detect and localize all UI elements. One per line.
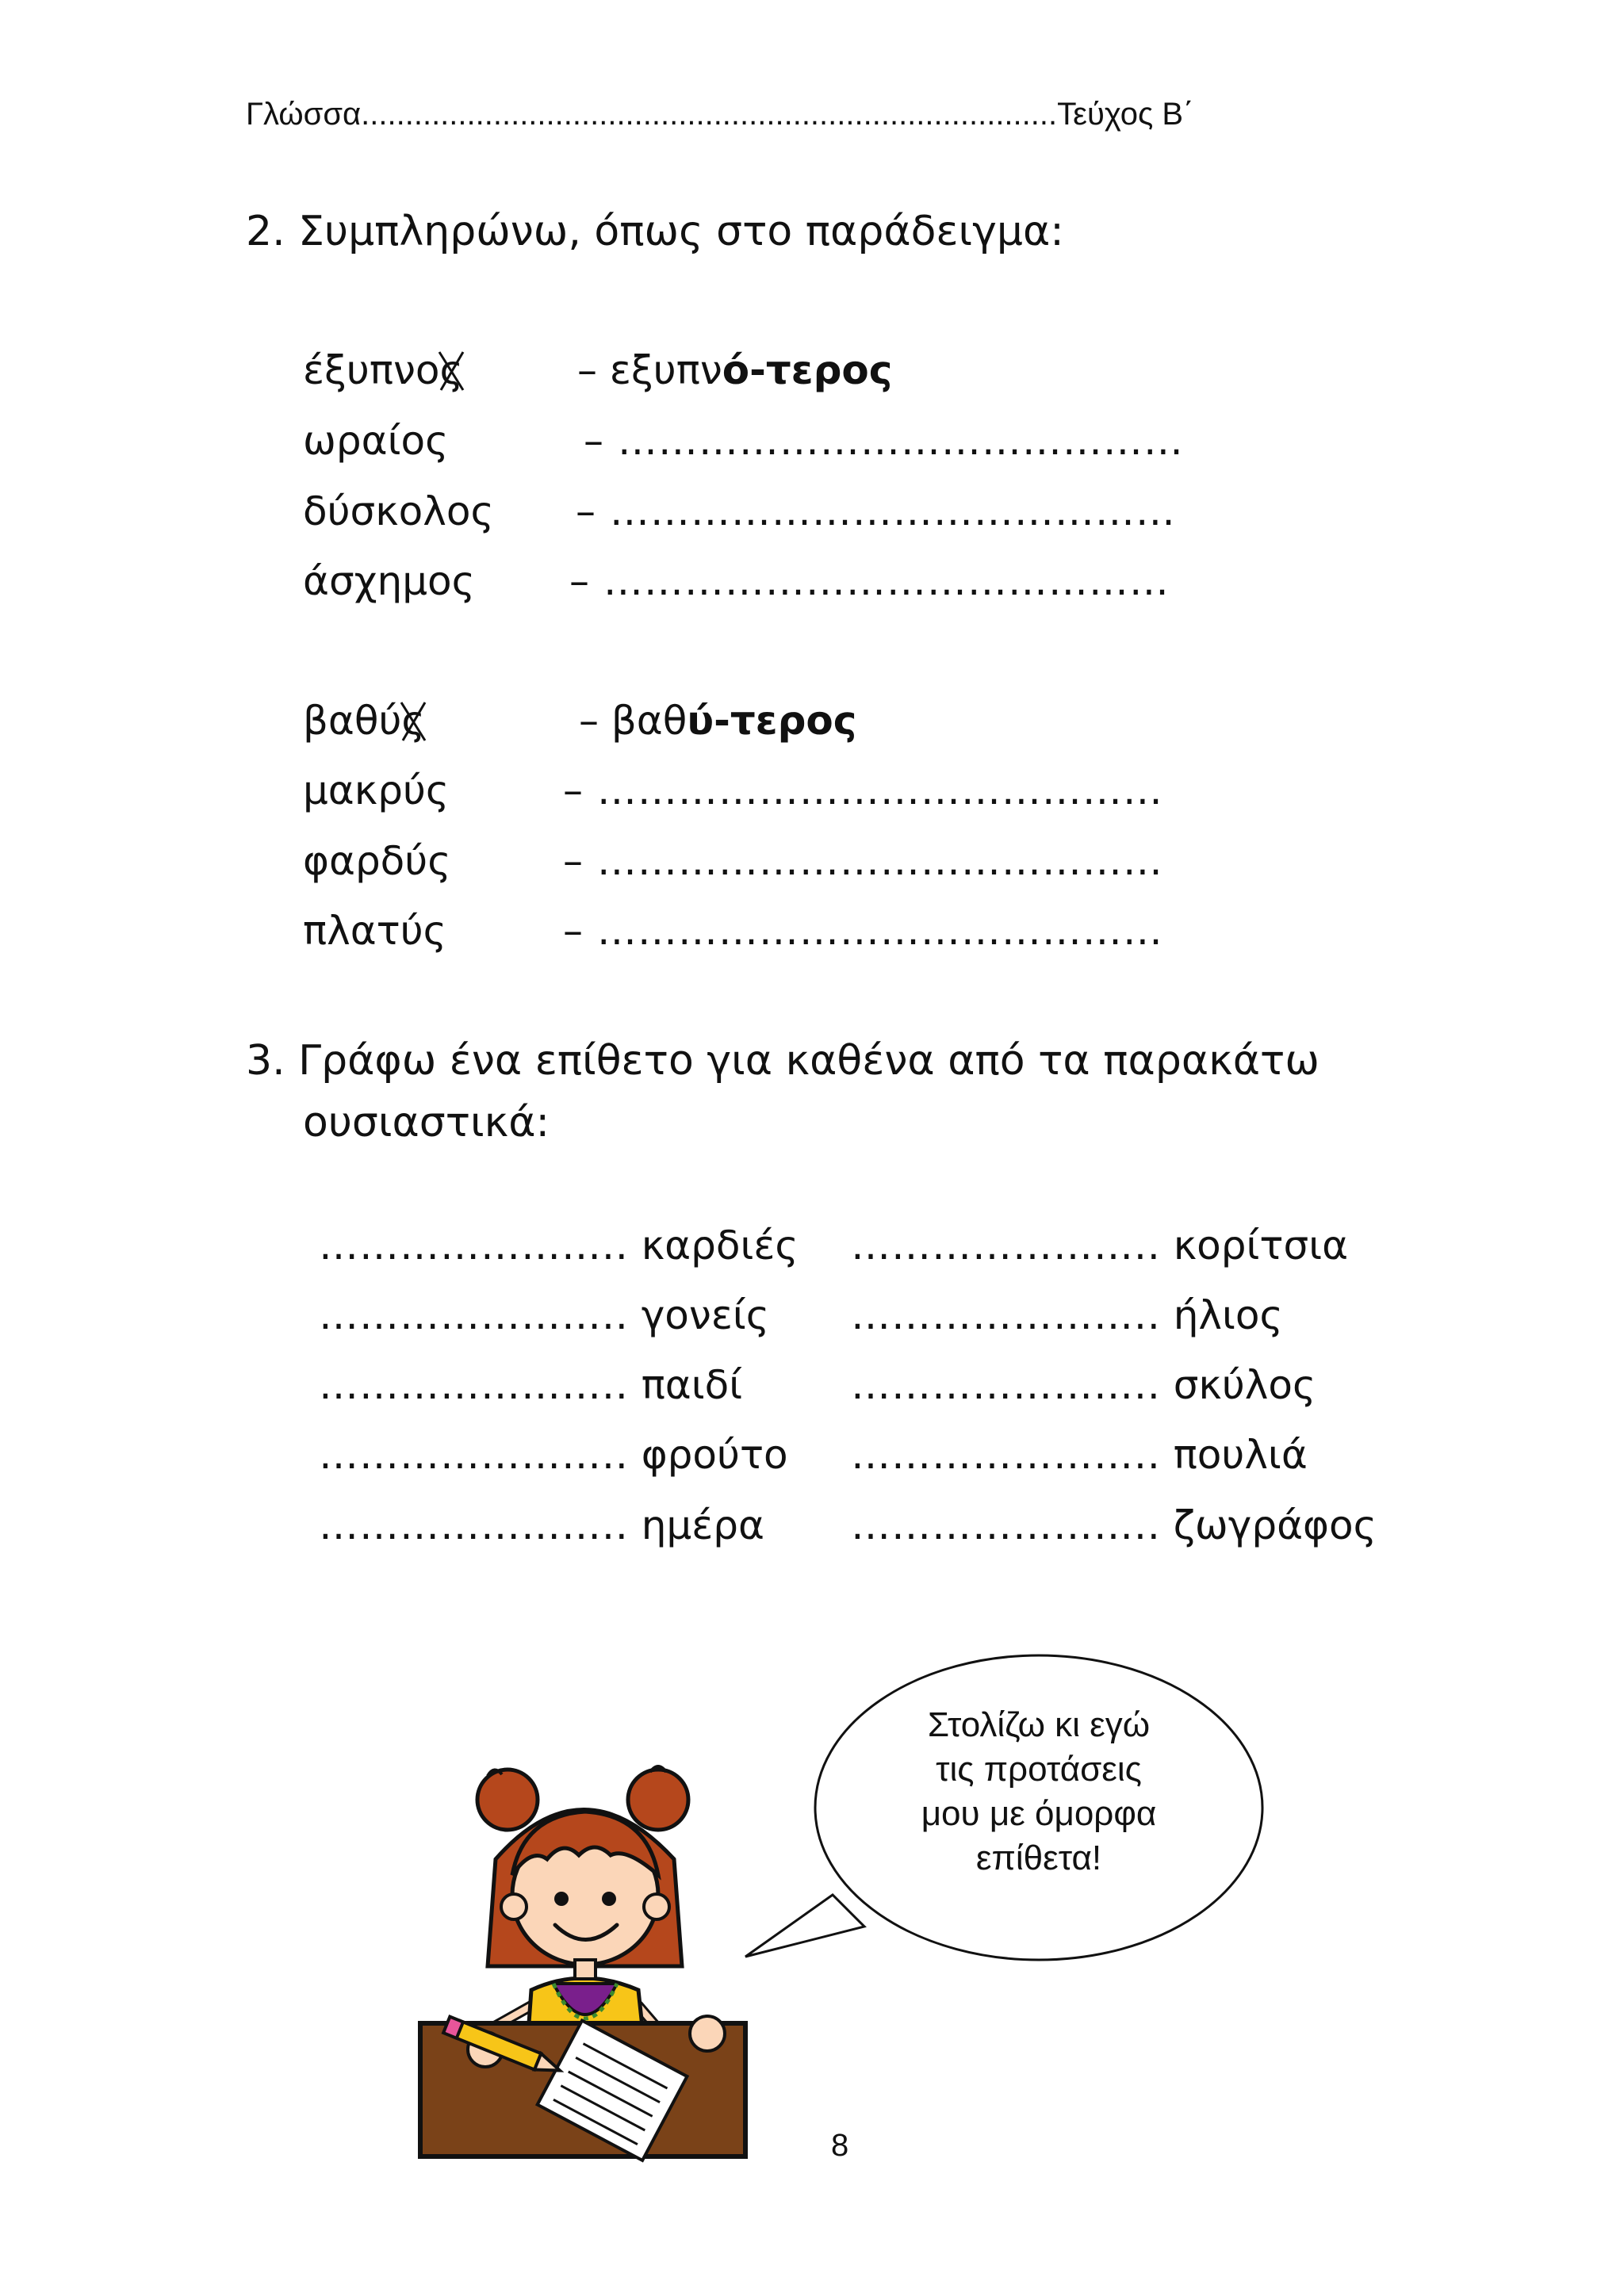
- word-row-5: φαρδύς: [303, 838, 451, 884]
- girl-writing-illustration: [412, 1728, 761, 2172]
- example-answer-2: – βαθύ-τερος: [579, 698, 857, 744]
- cross-out-mark: [398, 699, 430, 747]
- crossed-letter: ς: [401, 698, 424, 744]
- word-row-1: ωραίος: [303, 418, 449, 464]
- blank-line-2[interactable]: – ……………………………………: [576, 488, 1176, 534]
- speech-bubble-text: Στολίζω κι εγώ τις προτάσεις μου με όμορφα επίθετα!: [921, 1705, 1157, 1877]
- noun-item[interactable]: ………………….. πουλιά: [851, 1432, 1308, 1478]
- word-row-6: πλατύς: [303, 908, 447, 954]
- example-answer-1: – εξυπνό-τερος: [577, 347, 893, 393]
- header-left: Γλώσσα...............................................................................Τεύχος Β΄: [246, 97, 1194, 132]
- noun-item[interactable]: ………………….. σκύλος: [851, 1362, 1316, 1408]
- exercise-3-title-line-2: ουσιαστικά:: [303, 1099, 550, 1146]
- noun-item[interactable]: ………………….. ήλιος: [851, 1292, 1283, 1338]
- noun-item[interactable]: ………………….. κορίτσια: [851, 1223, 1349, 1269]
- word-row-3: άσχημος: [303, 558, 475, 604]
- page-number: 8: [831, 2128, 849, 2163]
- noun-item[interactable]: ………………….. καρδιές: [319, 1223, 799, 1269]
- example-word-1: έξυπνος: [303, 347, 463, 393]
- blank-line-6[interactable]: – ……………………………………: [563, 908, 1163, 954]
- crossed-letter: ς: [439, 347, 462, 393]
- blank-line-5[interactable]: – ……………………………………: [563, 838, 1163, 884]
- cross-out-mark: [436, 349, 468, 396]
- blank-line-4[interactable]: – ……………………………………: [563, 767, 1163, 813]
- word-row-4: μακρύς: [303, 767, 450, 813]
- blank-line-1[interactable]: – ……………………………………: [584, 418, 1184, 464]
- blank-line-3[interactable]: – ……………………………………: [569, 558, 1170, 604]
- noun-item[interactable]: ………………….. γονείς: [319, 1292, 770, 1338]
- noun-item[interactable]: ………………….. ημέρα: [319, 1502, 764, 1548]
- noun-item[interactable]: ………………….. φρούτο: [319, 1432, 788, 1478]
- example-word-2: βαθύς: [303, 698, 425, 744]
- noun-item[interactable]: ………………….. ζωγράφος: [851, 1502, 1377, 1548]
- exercise-2-title: 2. Συμπληρώνω, όπως στο παράδειγμα:: [246, 208, 1064, 255]
- exercise-3-title-line-1: 3. Γράφω ένα επίθετο για καθένα από τα παρακάτω: [246, 1037, 1320, 1085]
- noun-item[interactable]: ………………….. παιδί: [319, 1362, 743, 1408]
- word-row-2: δύσκολος: [303, 488, 494, 534]
